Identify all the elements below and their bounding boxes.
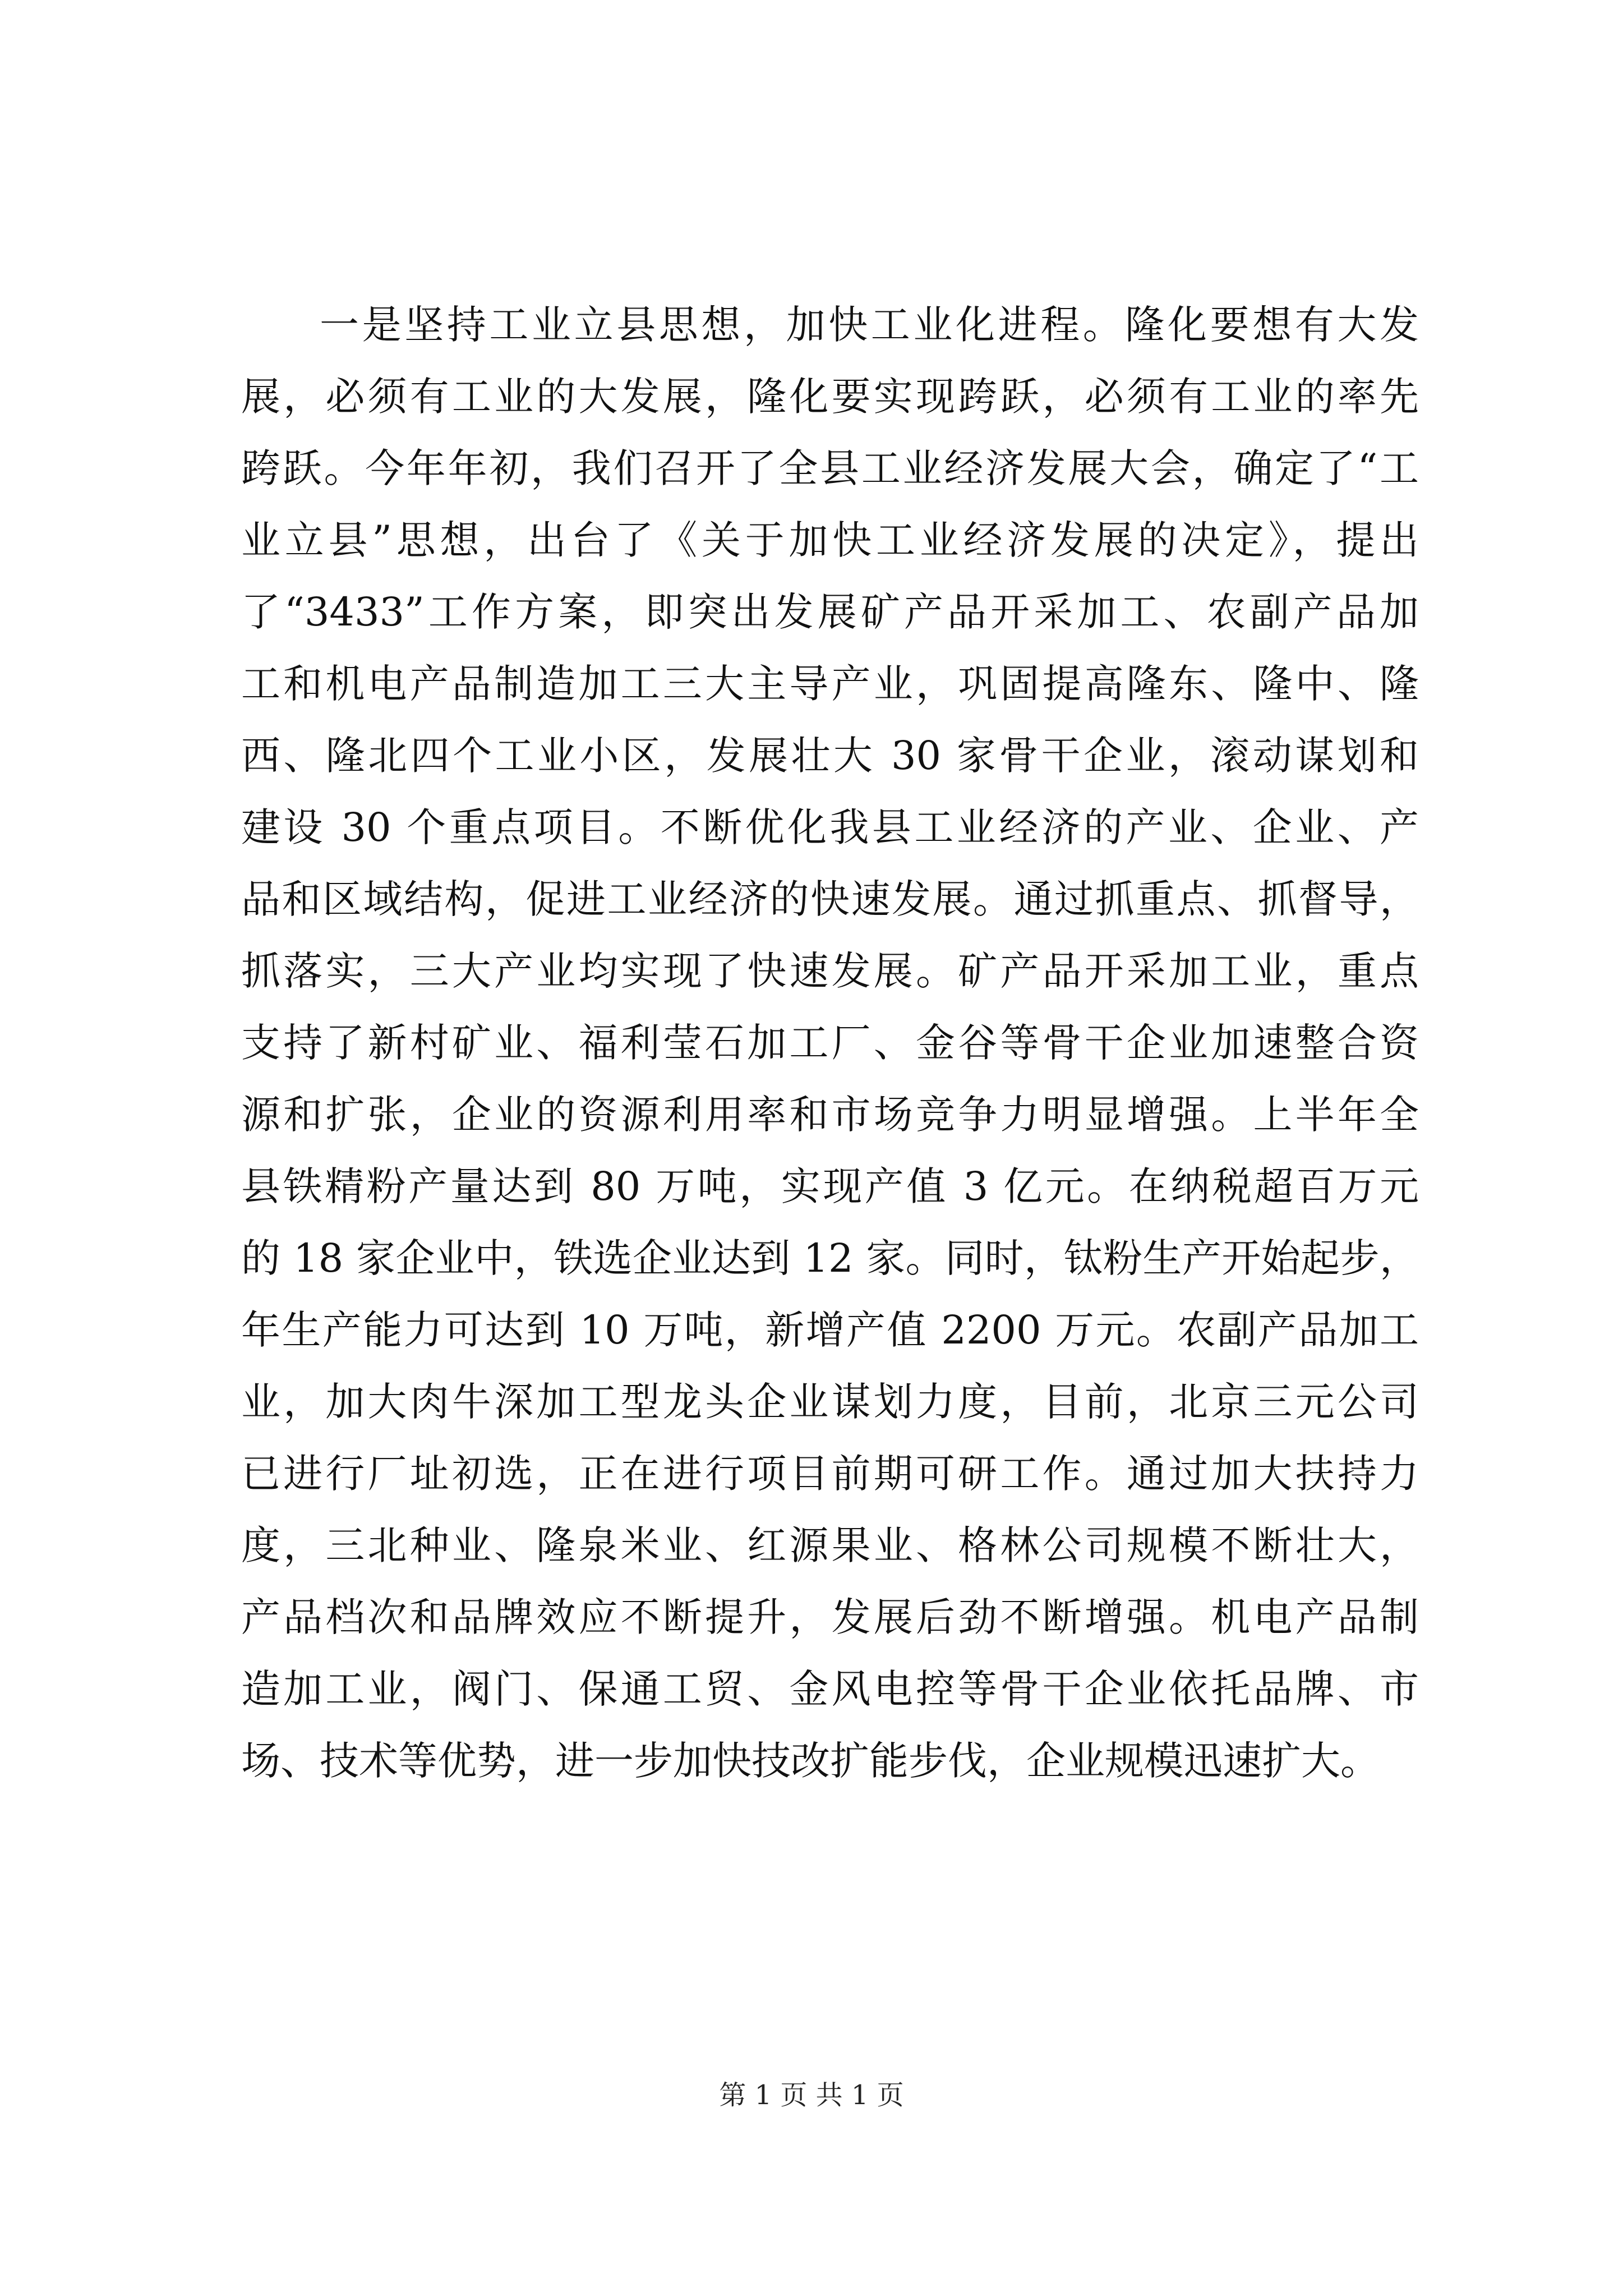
text-line: 建设 30 个重点项目。不断优化我县工业经济的产业、企业、产 [241,804,1419,850]
text-line: 的 18 家企业中，铁选企业达到 12 家。同时，钛粉生产开始起步， [241,1235,1419,1281]
text-line: 西、隆北四个工业小区，发展壮大 30 家骨干企业，滚动谋划和 [241,733,1419,779]
text-line: 度，三北种业、隆泉米业、红源果业、格林公司规模不断壮大， [241,1522,1419,1568]
text-line: 产品档次和品牌效应不断提升，发展后劲不断增强。机电产品制 [241,1594,1419,1640]
text-line: 跨跃。今年年初，我们召开了全县工业经济发展大会，确定了“工 [241,445,1419,491]
text-line: 源和扩张，企业的资源利用率和市场竞争力明显增强。上半年全 [241,1092,1419,1138]
text-line: 一是坚持工业立县思想，加快工业化进程。隆化要想有大发 [320,302,1419,348]
text-line: 品和区域结构，促进工业经济的快速发展。通过抓重点、抓督导， [241,876,1419,922]
text-line: 抓落实，三大产业均实现了快速发展。矿产品开采加工业，重点 [241,948,1419,994]
body-paragraph [241,289,1419,1797]
text-line: 业立县”思想，出台了《关于加快工业经济发展的决定》，提出 [241,517,1419,563]
text-line: 年生产能力可达到 10 万吨，新增产值 2200 万元。农副产品加工 [241,1307,1419,1353]
page-number-footer: 第 1 页 共 1 页 [719,2079,904,2111]
text-line: 展，必须有工业的大发展，隆化要实现跨跃，必须有工业的率先 [241,374,1419,420]
text-line: 已进行厂址初选，正在进行项目前期可研工作。通过加大扶持力 [241,1451,1419,1497]
text-line: 造加工业，阀门、保通工贸、金风电控等骨干企业依托品牌、市 [241,1666,1419,1712]
text-line: 工和机电产品制造加工三大主导产业，巩固提高隆东、隆中、隆 [241,661,1419,707]
text-line: 县铁精粉产量达到 80 万吨，实现产值 3 亿元。在纳税超百万元 [241,1163,1419,1209]
text-line: 支持了新村矿业、福利莹石加工厂、金谷等骨干企业加速整合资 [241,1020,1419,1066]
text-line: 了“3433”工作方案，即突出发展矿产品开采加工、农副产品加 [241,589,1419,635]
text-line: 场、技术等优势，进一步加快技改扩能步伐，企业规模迅速扩大。 [241,1738,1380,1784]
text-line: 业，加大肉牛深加工型龙头企业谋划力度，目前，北京三元公司 [241,1379,1419,1425]
